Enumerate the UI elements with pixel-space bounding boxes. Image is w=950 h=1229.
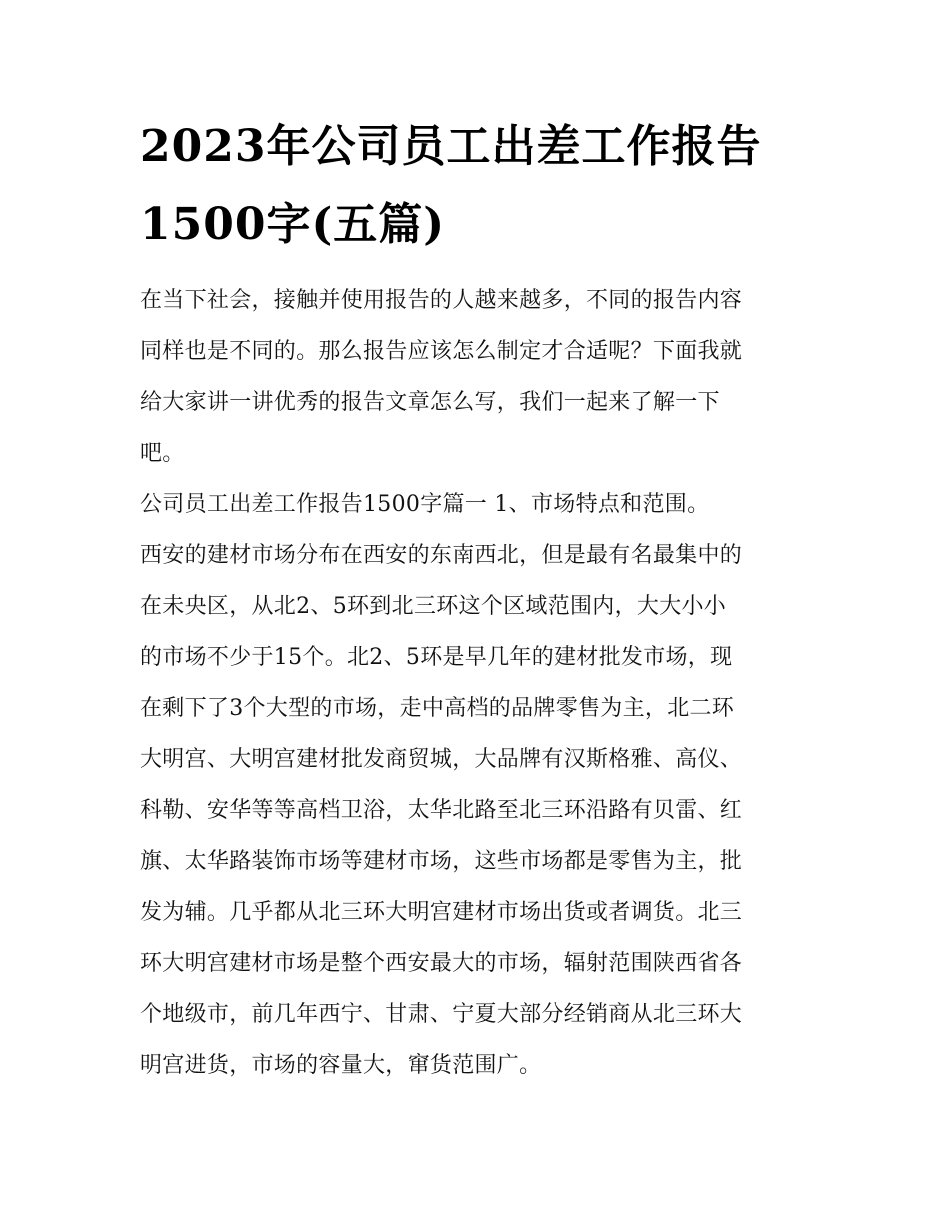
- body-line: 在剩下了3个大型的市场，走中高档的品牌零售为主，北二环: [140, 696, 735, 721]
- body-line: 吧。: [140, 441, 185, 466]
- title-line: 1500字(五篇): [140, 199, 446, 250]
- body-line: 给大家讲一讲优秀的报告文章怎么写，我们一起来了解一下: [140, 390, 720, 415]
- body-line: 的市场不少于15个。北2、5环是早几年的建材批发市场，现: [140, 645, 733, 670]
- title-line: 2023年公司员工出差工作报告: [140, 121, 762, 172]
- body-line: 环大明宫建材市场是整个西安最大的市场，辐射范围陕西省各: [140, 951, 743, 976]
- body-line: 个地级市，前几年西宁、甘肃、宁夏大部分经销商从北三环大: [140, 1002, 743, 1027]
- body-line: 在当下社会，接触并使用报告的人越来越多，不同的报告内容: [140, 288, 743, 313]
- body-line: 西安的建材市场分布在西安的东南西北，但是最有名最集中的: [140, 543, 743, 568]
- body-line: 旗、太华路装饰市场等建材市场，这些市场都是零售为主，批: [140, 849, 743, 874]
- body-line: 大明宫、大明宫建材批发商贸城，大品牌有汉斯格雅、高仪、: [140, 747, 743, 772]
- body-line: 发为辅。几乎都从北三环大明宫建材市场出货或者调货。北三: [140, 900, 743, 925]
- document-body: [140, 275, 820, 1091]
- body-line: 同样也是不同的。那么报告应该怎么制定才合适呢？下面我就: [140, 339, 743, 364]
- document-title: [140, 108, 820, 264]
- body-line: 明宫进货，市场的容量大，窜货范围广。: [140, 1053, 542, 1078]
- body-line: 在未央区，从北2、5环到北三环这个区域范围内，大大小小: [140, 594, 727, 619]
- section-heading-line: 公司员工出差工作报告1500字篇一 1、市场特点和范围。: [140, 492, 710, 517]
- body-line: 科勒、安华等等高档卫浴，太华北路至北三环沿路有贝雷、红: [140, 798, 743, 823]
